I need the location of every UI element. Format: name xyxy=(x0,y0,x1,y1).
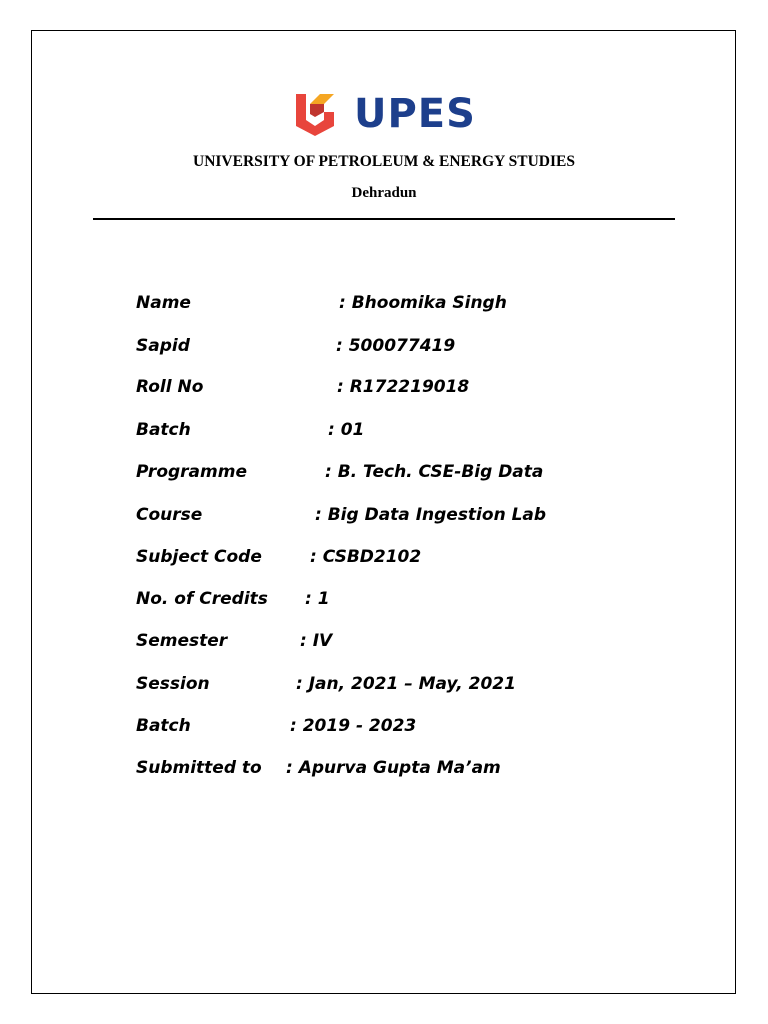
detail-row-batch xyxy=(136,417,656,443)
detail-label: Course xyxy=(136,505,203,525)
detail-row-name xyxy=(136,290,656,316)
detail-row-programme xyxy=(136,459,656,485)
detail-value: : IV xyxy=(300,631,333,651)
detail-label: Semester xyxy=(136,631,228,651)
city-name: Dehradun xyxy=(351,185,417,201)
detail-label: Programme xyxy=(136,462,247,482)
detail-row-roll-no xyxy=(136,374,656,400)
detail-value: : 01 xyxy=(328,420,365,440)
university-name: UNIVERSITY OF PETROLEUM & ENERGY STUDIES xyxy=(193,153,575,170)
detail-label: Batch xyxy=(136,716,191,736)
detail-label: No. of Credits xyxy=(136,589,268,609)
detail-row-course xyxy=(136,502,656,528)
detail-value: : CSBD2102 xyxy=(310,547,422,567)
detail-value: : Apurva Gupta Ma’am xyxy=(286,758,501,778)
detail-value: : Jan, 2021 – May, 2021 xyxy=(296,674,516,694)
detail-value: : B. Tech. CSE-Big Data xyxy=(325,462,544,482)
detail-value: : Bhoomika Singh xyxy=(339,293,507,313)
header-divider xyxy=(93,218,675,220)
detail-row-subject-code xyxy=(136,544,656,570)
detail-label: Sapid xyxy=(136,336,190,356)
detail-value: : 1 xyxy=(305,589,330,609)
detail-label: Batch xyxy=(136,420,191,440)
detail-value: : 2019 - 2023 xyxy=(290,716,417,736)
detail-row-credits xyxy=(136,586,656,612)
detail-label: Submitted to xyxy=(136,758,262,778)
upes-emblem-icon xyxy=(294,90,344,138)
logo-text: UPES xyxy=(354,91,476,137)
detail-label: Session xyxy=(136,674,210,694)
detail-row-batch-years xyxy=(136,713,656,739)
detail-label: Roll No xyxy=(136,377,204,397)
detail-row-submitted-to xyxy=(136,755,656,781)
detail-row-sapid xyxy=(136,333,656,359)
detail-value: : R172219018 xyxy=(337,377,470,397)
detail-row-session xyxy=(136,671,656,697)
detail-label: Subject Code xyxy=(136,547,262,567)
detail-label: Name xyxy=(136,293,191,313)
detail-row-semester xyxy=(136,628,656,654)
detail-value: : Big Data Ingestion Lab xyxy=(315,505,547,525)
upes-logo xyxy=(294,90,484,138)
detail-value: : 500077419 xyxy=(336,336,456,356)
